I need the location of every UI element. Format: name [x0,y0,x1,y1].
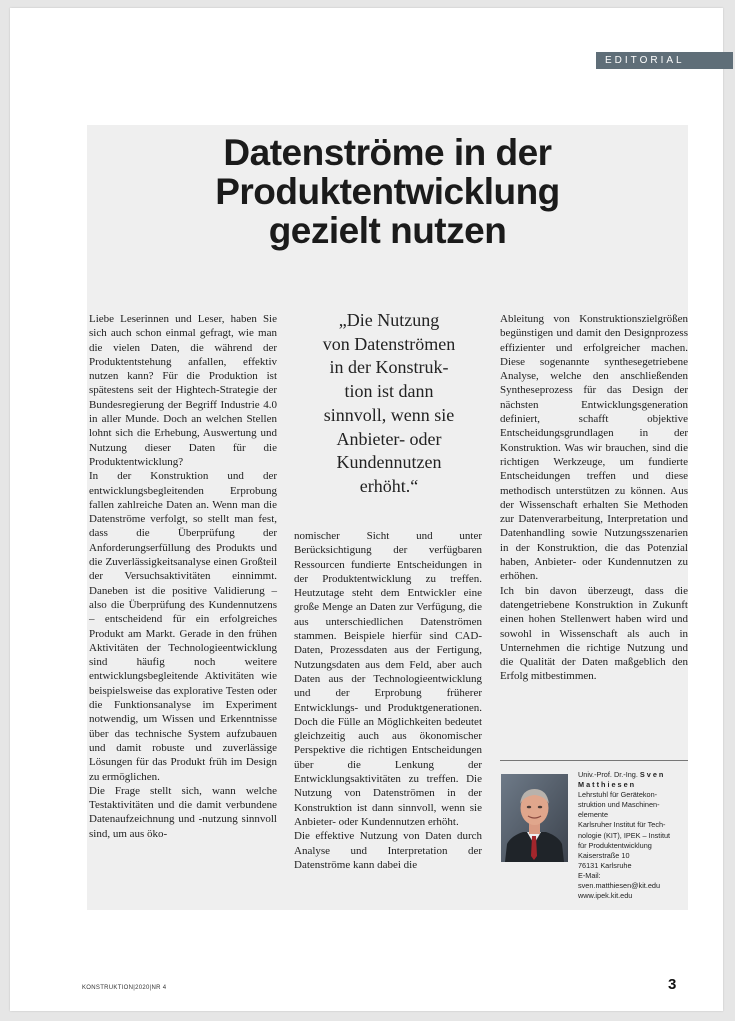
author-photo [501,774,568,862]
portrait-image [501,774,568,862]
quote-line: in der Konstruk- [329,357,449,378]
author-info [578,770,688,901]
author-divider [500,760,688,761]
page-number: 3 [668,976,677,993]
paragraph: Ableitung von Konstruktionszielgrößen begünstigen und damit den Designprozess effizienter und erfolgreicher machen. Diese sogenannte synthesegetriebene Analyse, welche den anschließenden Syntheseprozess für das Design der nächsten Entwicklungsgeneration definiert, schafft objektive Entscheidungsgrundlagen in der Konstruktion. Was wir brauchen, sind die richtigen Werkzeuge, um fundierte Entscheidungen treffen und diese methodisch unterstützen zu können. Aus der Wissenschaft erhalten Sie Methoden zur Datenverarbeitung, Interpretation und Datenhandling sowie Nutzungsszenarien in der Konstruktion, die das Potenzial haben, Anbieter- oder Kundennutzen zu erhöhen. [500,313,688,583]
paragraph: Die Frage stellt sich, wann welche Testaktivitäten und die damit verbundene Datenaufzeichnung und -nutzung sinnvoll sind, um aus öko- [89,784,277,840]
headline [87,133,688,250]
author-line: für Produktentwicklung [578,840,652,850]
quote-line: erhöht.“ [359,475,419,496]
author-line: Kaiserstraße 10 [578,850,630,860]
paragraph: Liebe Leserinnen und Leser, haben Sie sich auch schon einmal gefragt, wie man die vielen Daten, die während der Produktentstehung anfallen, effektiv nutzen kann? Für die Produktion ist spätestens seit der Hightech-Strategie der Bundesregierung der Begriff Industrie 4.0 in aller Munde. Doch an welchen Stellen lohnt sich die Erhebung, Auswertung und Nutzung dieser Daten für die Produktentwicklung? [89,313,277,468]
author-line: Lehrstuhl für Gerätekon- [578,790,658,800]
author-name-line [578,770,688,780]
pull-quote [297,309,481,499]
author-email[interactable]: sven.matthiesen@kit.edu [578,881,661,891]
headline-line: gezielt nutzen [268,210,507,251]
editorial-content [87,125,688,910]
author-title: Univ.-Prof. Dr.-Ing. [578,770,638,779]
text-column-3 [500,312,688,684]
text-column-2 [294,529,482,872]
quote-line: „Die Nutzung [338,310,440,330]
paragraph: Ich bin davon überzeugt, dass die datengetriebene Konstruktion in Zukunft einen hohen Stellenwert haben wird und sowohl in Wissenschaft als auch in Unternehmen die richtige Nutzung und die Qualität der Daten maßgeblich den Erfolg mitbestimmen. [500,584,688,683]
author-first-name: Sven [639,770,666,779]
author-line: 76131 Karlsruhe [578,860,632,870]
quote-line: tion ist dann [344,381,434,402]
author-line: E-Mail: [578,870,601,880]
quote-line: von Datenströmen [322,333,456,354]
paragraph: In der Konstruktion und der entwicklungsbegleitenden Erprobung fallen zahlreiche Daten an. Wenn man die Datenströme verfolgt, so stellt man fest, dass die Überprüfung der Anforderungserfüllung des Produkts und die Zuverlässigkeitsanalyse einen Großteil der Versuchsaktivitäten einnimmt. Daneben ist die positive Validierung – also die Überprüfung des Kundennutzens – entscheidend für ein erfolgreiches Produkt am Markt. Gerade in den frühen Aktivitäten der Technologieentwicklung sind häufig noch weitere entwicklungsbegleitende Aktivitäten wie beispielsweise das explorative Testen oder die Funktionsanalyse im Experiment notwendig, um Wissen und Erkenntnisse über das technische System aufzubauen und damit robuste und zuverlässige Lösungen für das Produkt früh im Design zu ermöglichen. [89,470,277,783]
author-website[interactable]: www.ipek.kit.edu [578,891,633,901]
headline-line: Datenströme in der [223,132,552,173]
headline-line: Produktentwicklung [215,171,560,212]
quote-line: sinnvoll, wenn sie [323,404,455,425]
author-last-name: Matthiesen [578,780,637,790]
author-line: elemente [578,810,609,820]
author-line: struktion und Maschinen- [578,800,660,810]
paragraph: Die effektive Nutzung von Daten durch Analyse und Interpretation der Datenströme kann dabei die [294,830,482,871]
journal-footer: KONSTRUKTION|2020|NR 4 [82,985,167,991]
paragraph: nomischer Sicht und unter Berücksichtigung der verfügbaren Ressourcen fundierte Entscheidungen in der Produktentwicklung zu treffen. Heutzutage steht dem Entwickler eine große Menge an Daten zur Verfügung, die aus unterschiedlichen Datenströmen stammen. Beispiele hierfür sind CAD-Daten, Prozessdaten aus der Fertigung, Nutzungsdaten aus dem Feld, aber auch Daten aus der Technologieentwicklung und der Erprobung früherer Entwicklungs- und Produktgenerationen. Doch die Fülle an Möglichkeiten bedeutet gleichzeitig auch aus ökonomischer Perspektive die richtigen Entscheidungen über die Lenkung der Entwicklungsaktivitäten zu treffen. Die Nutzung von Datenströmen in der Konstruktion ist dann sinnvoll, wenn sie Anbieter- oder Kundennutzen erhöht. [294,530,482,828]
author-line: Karlsruher Institut für Tech- [578,820,666,830]
quote-line: Kundennutzen [336,452,442,473]
section-tag: EDITORIAL [596,52,733,69]
text-column-1 [89,312,277,841]
author-line: nologie (KIT), IPEK – Institut [578,830,671,840]
quote-line: Anbieter- oder [336,428,442,449]
magazine-page [10,8,723,1011]
